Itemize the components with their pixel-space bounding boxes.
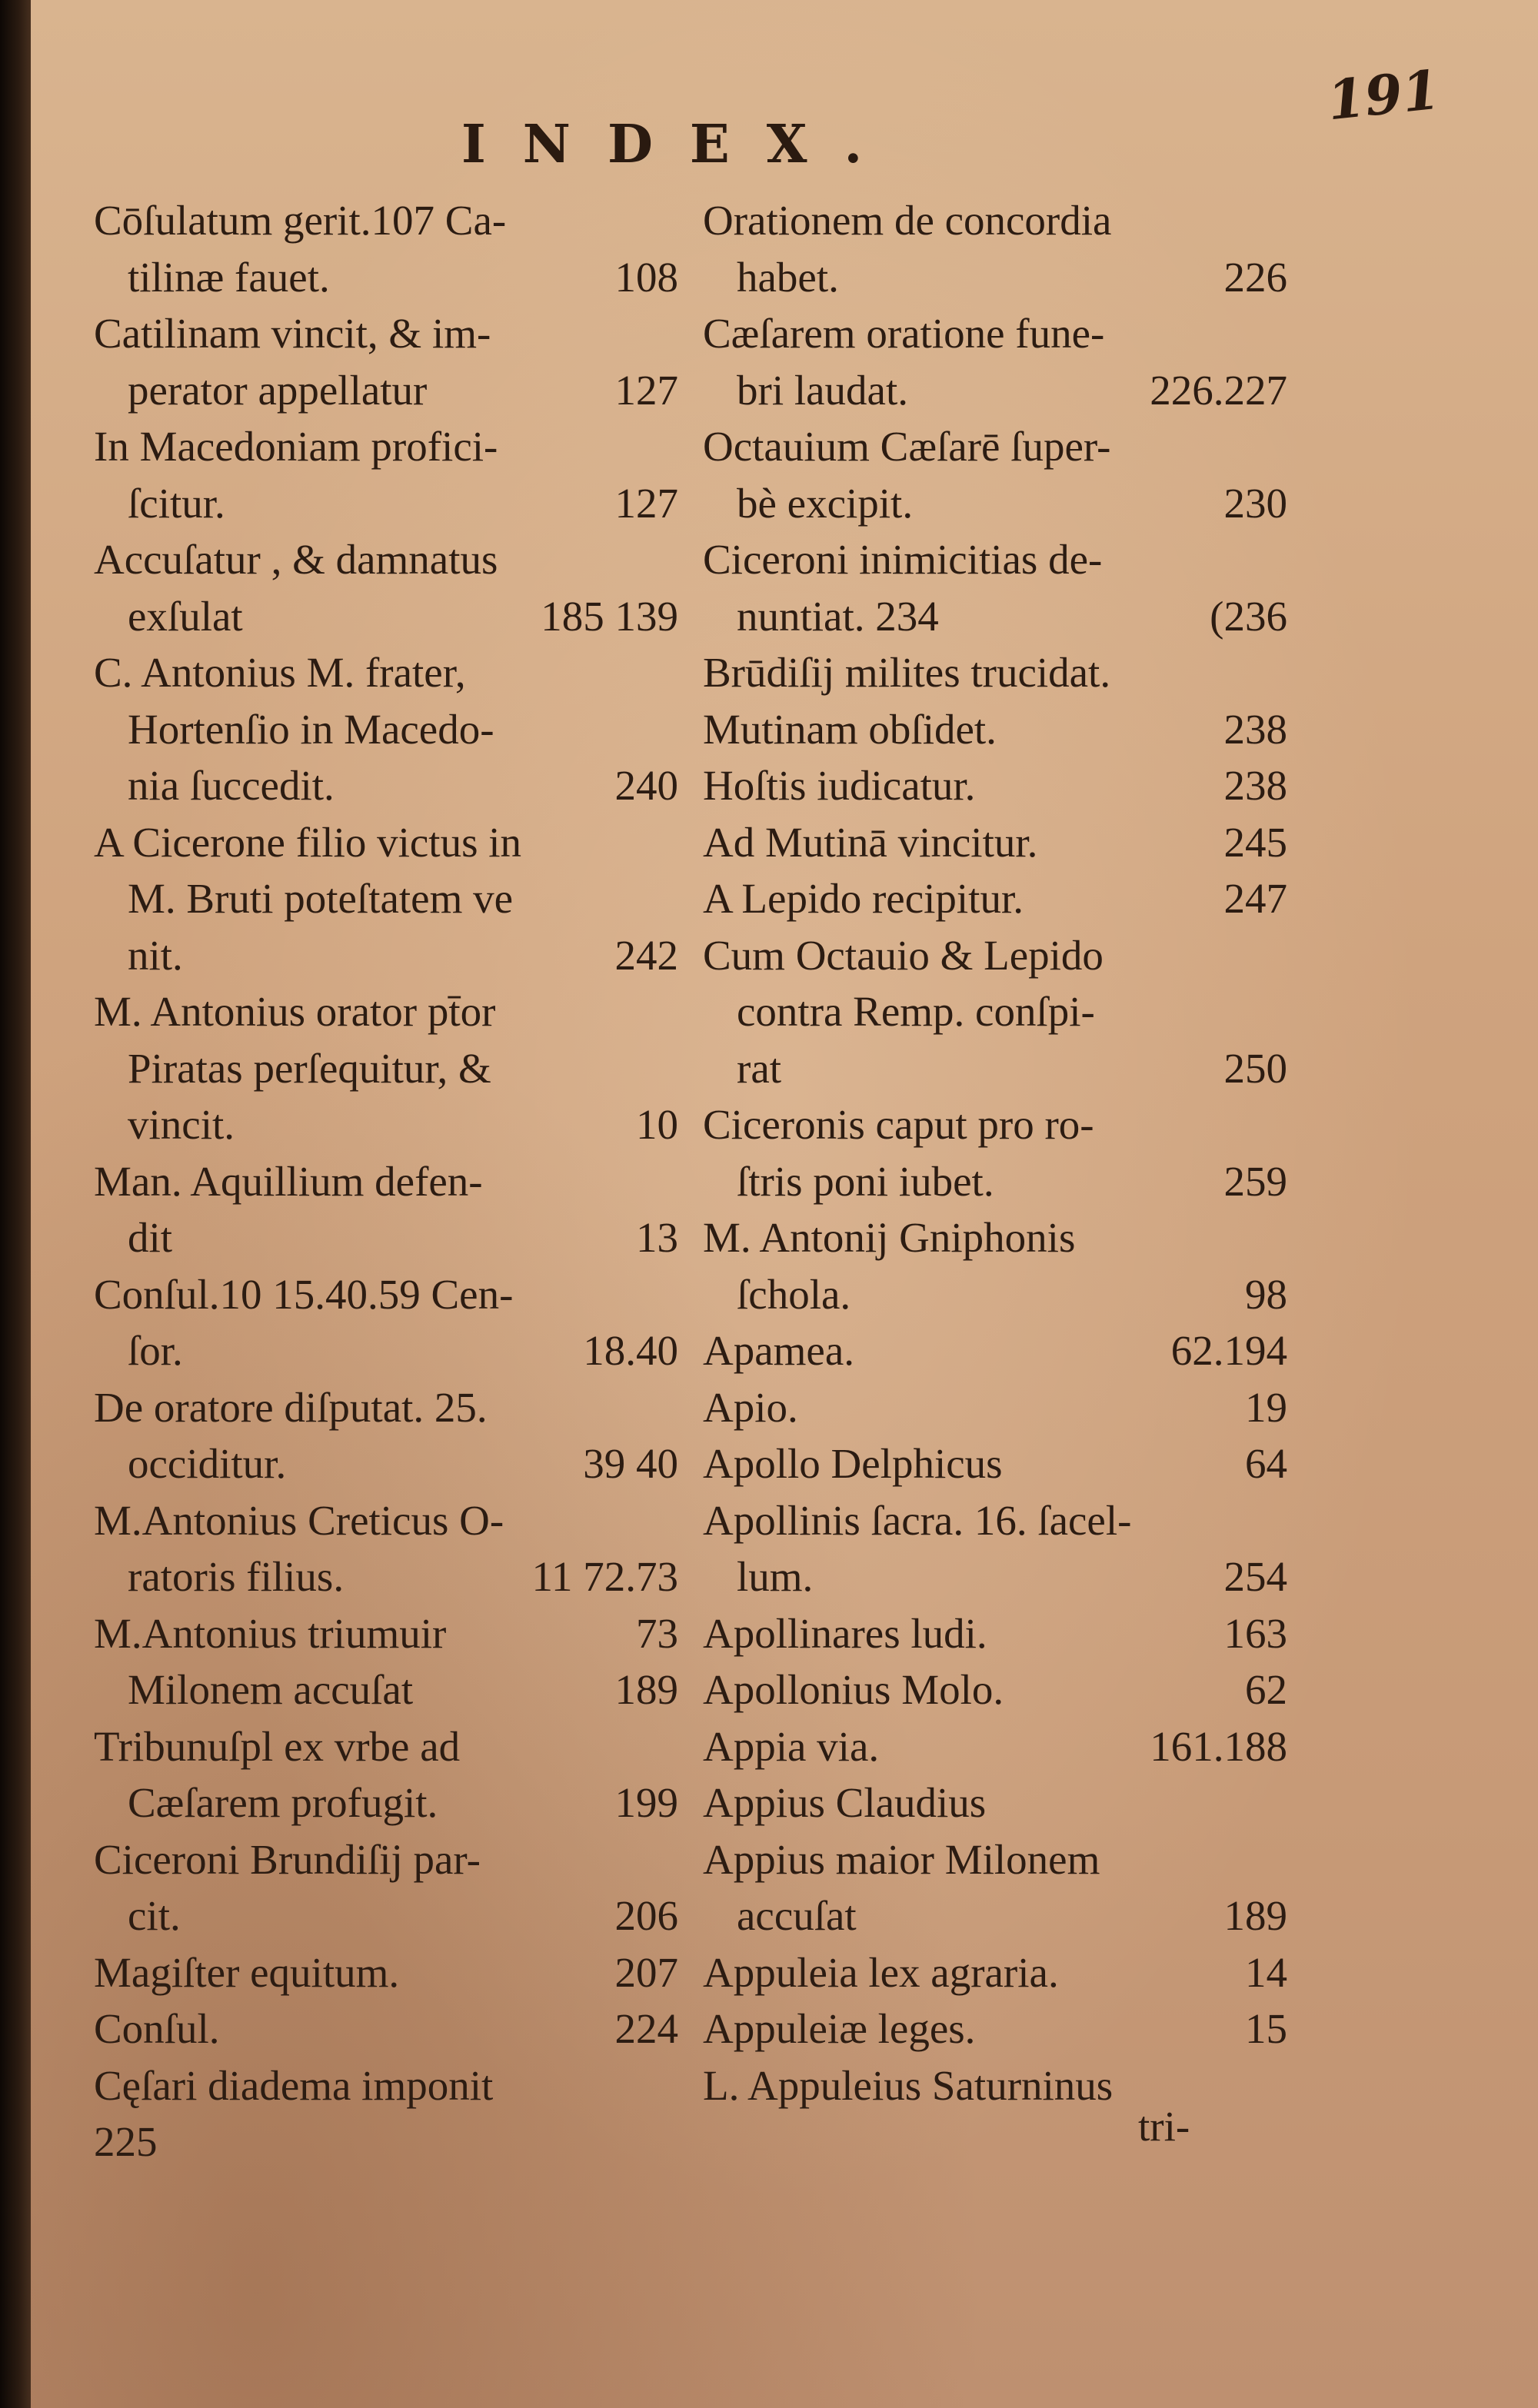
entry-text: Milonem accuſat bbox=[128, 1666, 414, 1713]
entry-text: In Macedoniam profici- bbox=[94, 423, 498, 470]
entry-text: Accuſatur , & damnatus bbox=[94, 536, 498, 583]
index-entry-line bbox=[94, 927, 678, 984]
entry-page-ref: 189 bbox=[614, 1666, 678, 1713]
index-entry-line bbox=[703, 1153, 1287, 1210]
index-entry-line bbox=[94, 362, 678, 419]
index-entry-line bbox=[703, 1209, 1287, 1266]
index-entry-line bbox=[703, 1492, 1287, 1549]
entry-text: Cæſarem oratione fune- bbox=[703, 310, 1105, 357]
entry-text: Apio. bbox=[703, 1383, 798, 1431]
entry-page-ref: 254 bbox=[1223, 1553, 1287, 1600]
entry-page-ref: 226.227 bbox=[1150, 366, 1287, 414]
entry-text: Ciceroni Brundiſij par- bbox=[94, 1835, 481, 1883]
index-entry-line bbox=[703, 1040, 1287, 1097]
book-page bbox=[31, 0, 1538, 2408]
index-entry-line bbox=[94, 1492, 678, 1549]
entry-text: Conſul. bbox=[94, 2005, 220, 2052]
entry-text: Tribunuſpl ex vrbe ad bbox=[94, 1722, 461, 1770]
entry-text: Cęſari diadema imponit bbox=[94, 2061, 494, 2109]
entry-page-ref: 207 bbox=[614, 1948, 678, 1996]
entry-text: exſulat bbox=[128, 592, 243, 640]
entry-text: M. Antonius orator pt̄or bbox=[94, 988, 496, 1035]
entry-text: Piratas perſequitur, & bbox=[128, 1044, 491, 1092]
entry-text: Orationem de concordia bbox=[703, 197, 1112, 244]
entry-text: ratoris filius. bbox=[128, 1553, 345, 1600]
index-entry-line bbox=[94, 870, 678, 927]
index-entry-line bbox=[94, 1944, 678, 2001]
index-entry-line bbox=[94, 1661, 678, 1718]
entry-text: L. Appuleius Saturninus bbox=[703, 2061, 1114, 2109]
index-entry-line bbox=[94, 1887, 678, 1944]
entry-page-ref: 163 bbox=[1223, 1609, 1287, 1657]
entry-text: De oratore diſputat. 25. bbox=[94, 1383, 488, 1431]
entry-page-ref: 18.40 bbox=[583, 1327, 678, 1374]
entry-text: Apollinares ludi. bbox=[703, 1609, 987, 1657]
index-entry-line bbox=[94, 1322, 678, 1379]
entry-page-ref: 64 bbox=[1245, 1440, 1287, 1487]
entry-page-ref: 62 bbox=[1245, 1666, 1287, 1713]
entry-text: Cum Octauio & Lepido bbox=[703, 931, 1104, 979]
index-entry-line bbox=[703, 1322, 1287, 1379]
index-entry-line bbox=[94, 1209, 678, 1266]
entry-text: Brūdiſij milites trucidat. bbox=[703, 649, 1111, 696]
index-column-right bbox=[703, 192, 1287, 2114]
index-entry-line bbox=[703, 1379, 1287, 1436]
index-entry-line bbox=[703, 418, 1287, 475]
entry-text: ſtris poni iubet. bbox=[737, 1157, 994, 1205]
index-entry-line bbox=[703, 1661, 1287, 1718]
entry-text: M.Antonius triumuir bbox=[94, 1609, 447, 1657]
index-entry-line bbox=[94, 2001, 678, 2057]
entry-text: Appia via. bbox=[703, 1722, 880, 1770]
entry-text: Man. Aquillium defen- bbox=[94, 1157, 483, 1205]
index-entry-line bbox=[94, 1718, 678, 1775]
page-number: 191 bbox=[1323, 57, 1443, 133]
entry-text: Apollonius Molo. bbox=[703, 1666, 1004, 1713]
entry-text: dit bbox=[128, 1214, 173, 1261]
entry-text: Ad Mutinā vincitur. bbox=[703, 818, 1038, 866]
entry-page-ref: 19 bbox=[1245, 1383, 1287, 1431]
index-entry-line bbox=[703, 2001, 1287, 2057]
entry-page-ref: 127 bbox=[614, 366, 678, 414]
book-binding-shadow bbox=[0, 0, 34, 2408]
entry-text: occiditur. bbox=[128, 1440, 287, 1487]
index-entry-line bbox=[94, 1774, 678, 1831]
index-entry-line bbox=[94, 1040, 678, 1097]
entry-text: Conſul.10 15.40.59 Cen- bbox=[94, 1270, 514, 1318]
entry-page-ref: 247 bbox=[1223, 875, 1287, 922]
entry-page-ref: 127 bbox=[614, 479, 678, 527]
index-entry-line bbox=[94, 1379, 678, 1436]
index-entry-line bbox=[703, 701, 1287, 758]
entry-page-ref: 185 139 bbox=[541, 592, 678, 640]
index-entry-line bbox=[703, 1887, 1287, 1944]
index-entry-line bbox=[703, 983, 1287, 1040]
index-entry-line bbox=[703, 192, 1287, 249]
entry-page-ref: 226 bbox=[1223, 253, 1287, 301]
index-entry-line bbox=[703, 1266, 1287, 1323]
entry-text: A Lepido recipitur. bbox=[703, 875, 1024, 922]
index-entry-line bbox=[703, 1548, 1287, 1605]
entry-text: Appius maior Milonem bbox=[703, 1835, 1100, 1883]
index-entry-line bbox=[94, 531, 678, 588]
entry-text: Hortenſio in Macedo- bbox=[128, 705, 494, 753]
entry-page-ref: 230 bbox=[1223, 479, 1287, 527]
index-entry-line bbox=[94, 249, 678, 306]
index-entry-line bbox=[703, 475, 1287, 532]
index-entry-line bbox=[94, 757, 678, 814]
entry-text: accuſat bbox=[737, 1892, 857, 1939]
entry-text: bè excipit. bbox=[737, 479, 914, 527]
entry-text: ſchola. bbox=[737, 1270, 851, 1318]
entry-page-ref: 199 bbox=[614, 1779, 678, 1826]
entry-page-ref: 206 bbox=[614, 1892, 678, 1939]
index-entry-line bbox=[703, 1831, 1287, 1888]
index-entry-line bbox=[703, 927, 1287, 984]
entry-text: habet. bbox=[737, 253, 839, 301]
entry-text: nit. bbox=[128, 931, 183, 979]
entry-text: tilinæ fauet. bbox=[128, 253, 330, 301]
entry-page-ref: 238 bbox=[1223, 762, 1287, 809]
index-entry-line bbox=[94, 1096, 678, 1153]
entry-page-ref: 14 bbox=[1245, 1948, 1287, 1996]
entry-text: Hoſtis iudicatur. bbox=[703, 762, 976, 809]
entry-text: contra Remp. conſpi- bbox=[737, 988, 1095, 1035]
entry-text: perator appellatur bbox=[128, 366, 428, 414]
entry-text: Ciceroni inimicitias de- bbox=[703, 536, 1103, 583]
entry-page-ref: 189 bbox=[1223, 1892, 1287, 1939]
index-entry-line bbox=[94, 1435, 678, 1492]
index-entry-line bbox=[94, 192, 678, 249]
index-entry-line bbox=[703, 870, 1287, 927]
entry-page-ref: 11 72.73 bbox=[531, 1553, 678, 1600]
entry-page-ref: 10 bbox=[636, 1101, 678, 1148]
entry-page-ref: 245 bbox=[1223, 818, 1287, 866]
entry-text: Apollo Delphicus bbox=[703, 1440, 1003, 1487]
entry-text: A Cicerone filio victus in bbox=[94, 818, 522, 866]
entry-text: Apollinis ſacra. 16. ſacel- bbox=[703, 1496, 1132, 1544]
entry-text: ſor. bbox=[128, 1327, 183, 1374]
entry-page-ref: 242 bbox=[614, 931, 678, 979]
index-entry-line bbox=[703, 1944, 1287, 2001]
index-entry-line bbox=[703, 531, 1287, 588]
index-entry-line bbox=[94, 644, 678, 701]
index-entry-line bbox=[703, 1605, 1287, 1662]
entry-page-ref: 39 40 bbox=[583, 1440, 678, 1487]
entry-page-ref: 62.194 bbox=[1170, 1327, 1287, 1374]
entry-page-ref: 238 bbox=[1223, 705, 1287, 753]
index-entry-line bbox=[94, 1548, 678, 1605]
entry-page-ref: (236 bbox=[1210, 592, 1287, 640]
entry-text: M.Antonius Creticus O- bbox=[94, 1496, 504, 1544]
index-entry-line bbox=[94, 1831, 678, 1888]
entry-page-ref: 98 bbox=[1245, 1270, 1287, 1318]
entry-text: Magiſter equitum. bbox=[94, 1948, 400, 1996]
index-entry-line bbox=[94, 983, 678, 1040]
entry-text: 225 bbox=[94, 2118, 158, 2165]
entry-text: ſcitur. bbox=[128, 479, 225, 527]
index-entry-line bbox=[94, 475, 678, 532]
entry-page-ref: 13 bbox=[636, 1214, 678, 1261]
entry-page-ref: 108 bbox=[614, 253, 678, 301]
index-entry-line bbox=[94, 1153, 678, 1210]
entry-text: Apamea. bbox=[703, 1327, 854, 1374]
entry-page-ref: 73 bbox=[636, 1609, 678, 1657]
entry-page-ref: 250 bbox=[1223, 1044, 1287, 1092]
entry-text: nia ſuccedit. bbox=[128, 762, 335, 809]
entry-text: nuntiat. 234 bbox=[737, 592, 939, 640]
entry-text: lum. bbox=[737, 1553, 814, 1600]
entry-page-ref: 161.188 bbox=[1150, 1722, 1287, 1770]
entry-text: bri laudat. bbox=[737, 366, 908, 414]
entry-text: M. Antonij Gniphonis bbox=[703, 1214, 1076, 1261]
index-entry-line bbox=[703, 305, 1287, 362]
entry-text: Cōſulatum gerit.107 Ca- bbox=[94, 197, 507, 244]
index-entry-line bbox=[703, 644, 1287, 701]
index-entry-line bbox=[703, 588, 1287, 645]
index-entry-line bbox=[703, 1718, 1287, 1775]
index-entry-line bbox=[703, 757, 1287, 814]
entry-text: Appuleiæ leges. bbox=[703, 2005, 976, 2052]
index-entry-line bbox=[94, 418, 678, 475]
entry-text: Cæſarem profugit. bbox=[128, 1779, 438, 1826]
index-entry-line bbox=[703, 1774, 1287, 1831]
index-entry-line bbox=[94, 1266, 678, 1323]
entry-text: Appuleia lex agraria. bbox=[703, 1948, 1059, 1996]
catchword: tri- bbox=[1138, 2103, 1190, 2150]
index-entry-line bbox=[94, 305, 678, 362]
entry-text: C. Antonius M. frater, bbox=[94, 649, 466, 696]
entry-page-ref: 240 bbox=[614, 762, 678, 809]
index-entry-line bbox=[703, 1096, 1287, 1153]
entry-page-ref: 15 bbox=[1245, 2005, 1287, 2052]
entry-text: Catilinam vincit, & im- bbox=[94, 310, 491, 357]
index-entry-line bbox=[94, 2114, 678, 2170]
index-entry-line bbox=[703, 249, 1287, 306]
entry-text: M. Bruti poteſtatem ve bbox=[128, 875, 514, 922]
index-entry-line bbox=[703, 1435, 1287, 1492]
index-entry-line bbox=[703, 2057, 1287, 2114]
entry-text: cit. bbox=[128, 1892, 181, 1939]
index-entry-line bbox=[94, 701, 678, 758]
entry-text: Mutinam obſidet. bbox=[703, 705, 997, 753]
page-heading: INDEX. bbox=[461, 114, 900, 175]
entry-page-ref: 224 bbox=[614, 2005, 678, 2052]
entry-page-ref: 259 bbox=[1223, 1157, 1287, 1205]
index-entry-line bbox=[94, 2057, 678, 2114]
entry-text: rat bbox=[737, 1044, 782, 1092]
index-entry-line bbox=[94, 1605, 678, 1662]
index-entry-line bbox=[94, 814, 678, 871]
entry-text: vincit. bbox=[128, 1101, 235, 1148]
index-entry-line bbox=[703, 362, 1287, 419]
index-column-left bbox=[94, 192, 678, 2170]
entry-text: Appius Claudius bbox=[703, 1779, 987, 1826]
index-entry-line bbox=[94, 588, 678, 645]
entry-text: Octauium Cæſarē ſuper- bbox=[703, 423, 1111, 470]
entry-text: Ciceronis caput pro ro- bbox=[703, 1101, 1094, 1148]
index-entry-line bbox=[703, 814, 1287, 871]
